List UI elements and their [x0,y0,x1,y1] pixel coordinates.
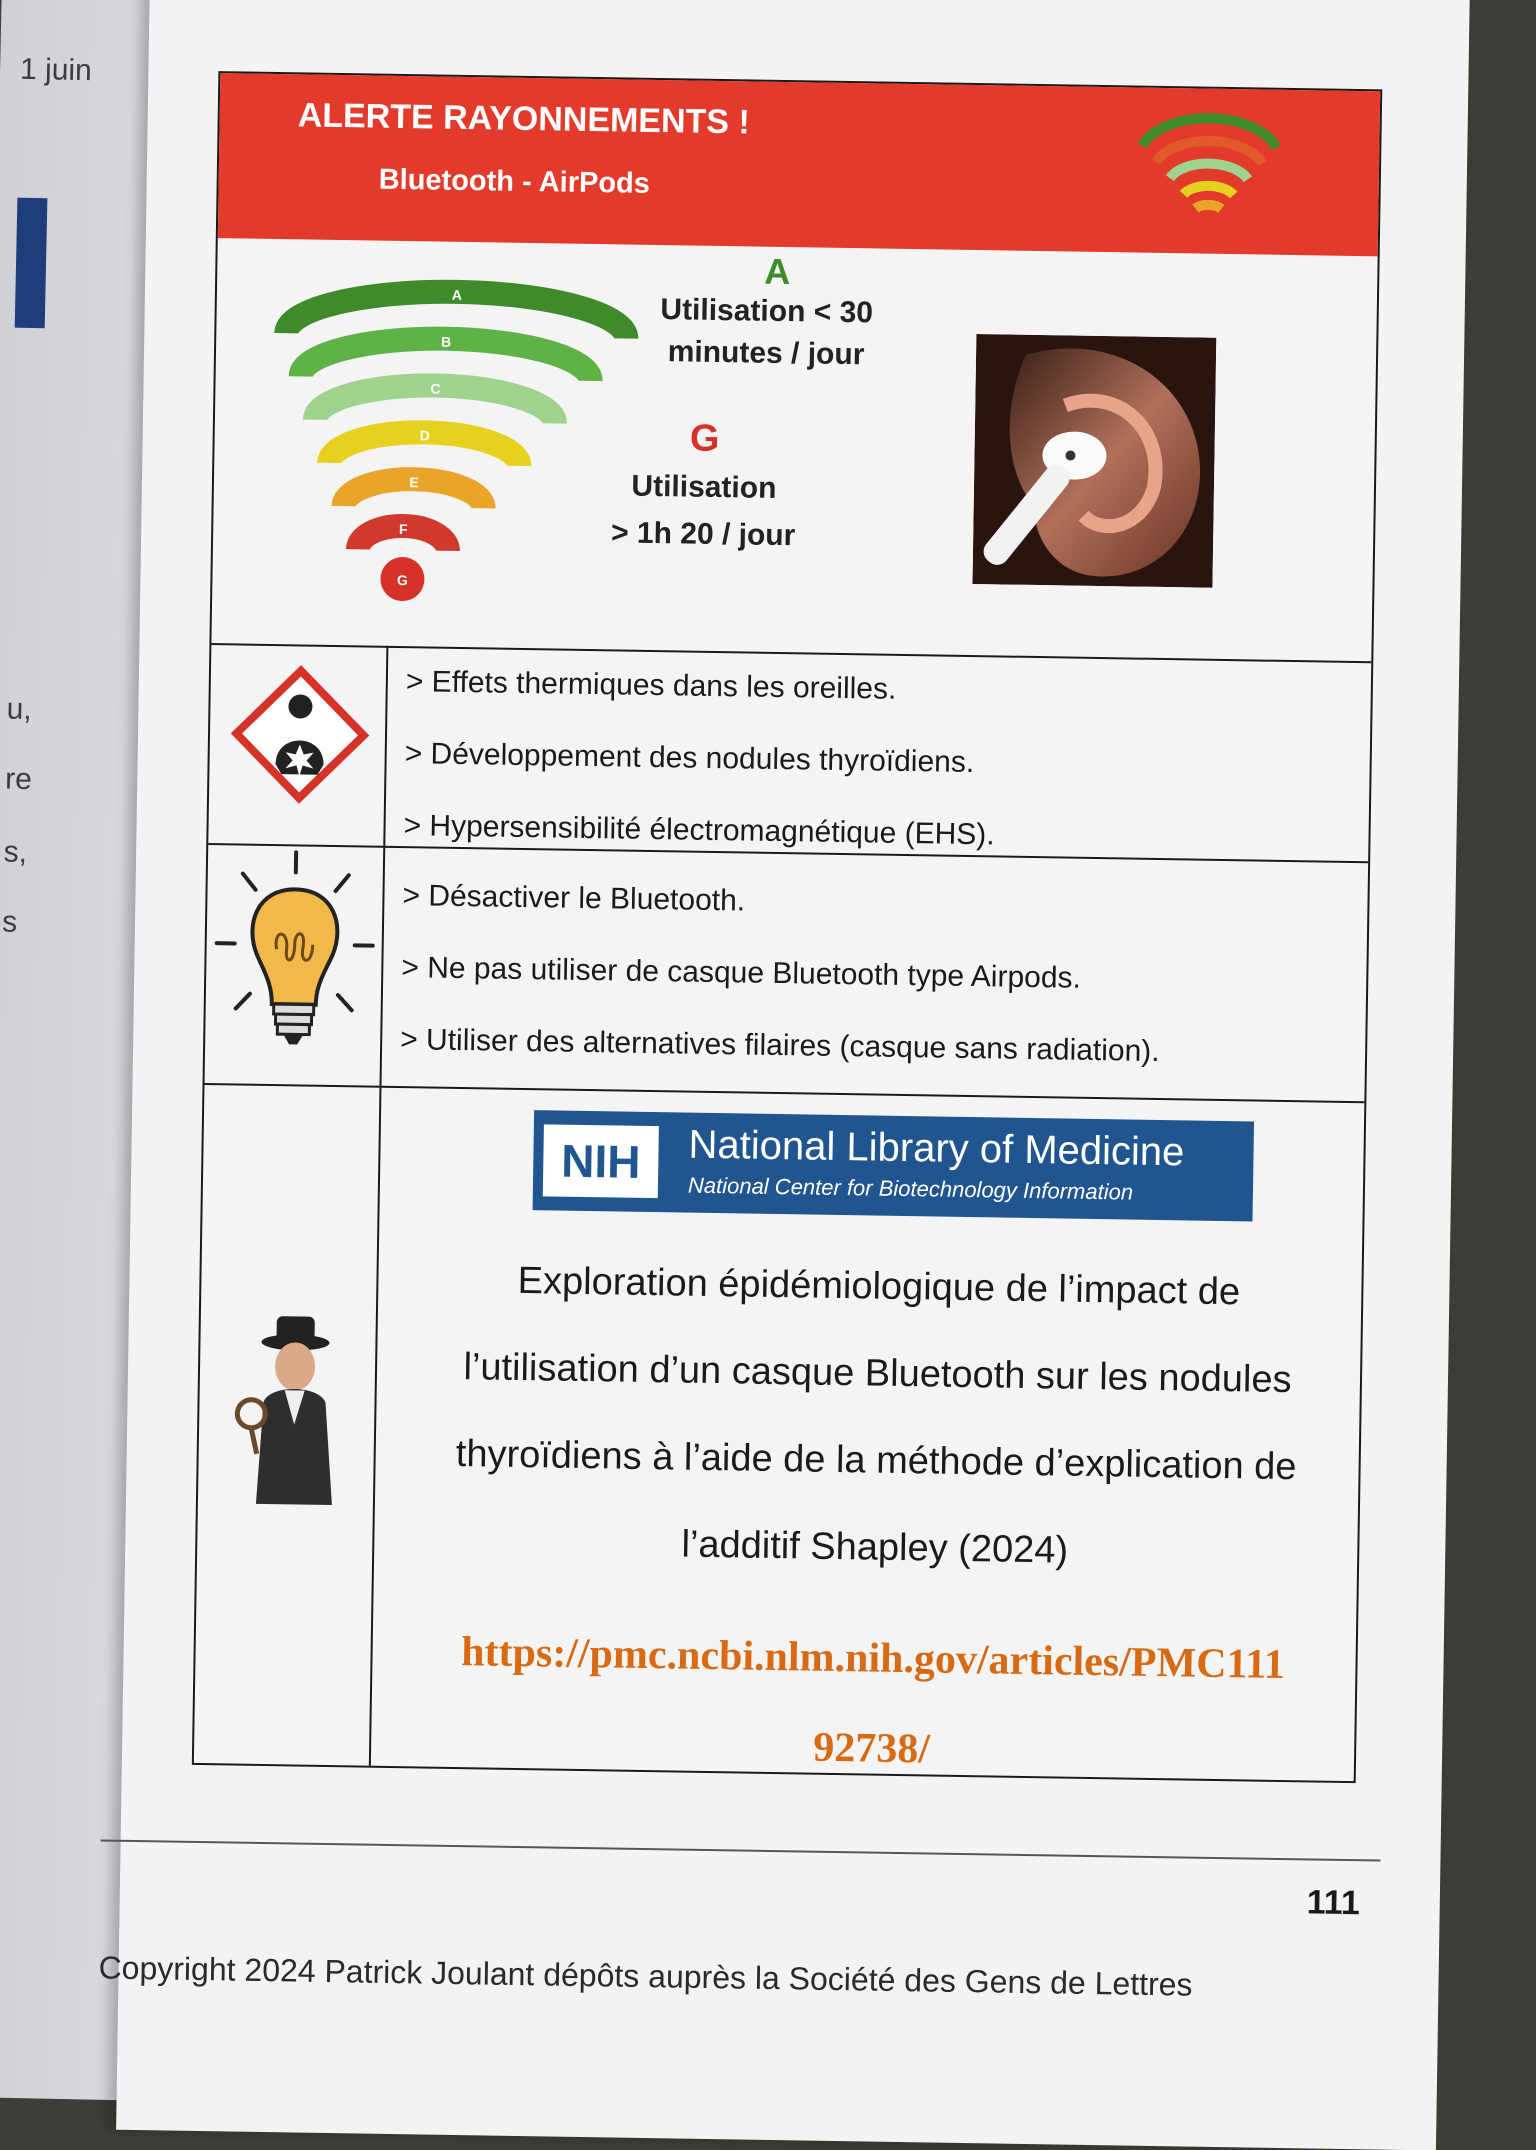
book-page [116,0,1470,2150]
rating-label-c: C [430,380,440,396]
rating-scale [211,238,657,650]
effects-row [208,643,1371,863]
effects-list [403,646,1361,877]
alert-header [218,73,1380,256]
study-title-line: thyroïdiens à l’aide de la méthode d’explication de [393,1410,1359,1512]
rating-label-b: B [441,334,451,350]
rating-worst-line1: Utilisation [574,469,835,507]
radiation-rating-section [211,238,1377,663]
rating-label-f: F [399,521,408,537]
effect-item: > Effets thermiques dans les oreilles. [405,646,1361,733]
alert-card [192,71,1382,1783]
left-page-fragment: u, [6,693,32,728]
study-link[interactable] [389,1606,1357,1801]
footer-rule [101,1839,1381,1861]
wifi-signal-icon [1133,105,1285,222]
rating-label-g: G [397,572,408,588]
effects-icon-cell [208,643,388,846]
source-icon-cell [194,1083,382,1766]
rating-best-letter: A [677,249,878,294]
effect-item: > Hypersensibilité électromagnétique (EHS). [403,790,1359,877]
nih-logo-subtitle: National Center for Biotechnology Information [688,1173,1133,1206]
rating-best-line1: Utilisation < 30 [636,293,897,331]
advice-item: > Ne pas utiliser de casque Bluetooth type Airpods. [401,932,1357,1019]
left-page-fragment: re [5,763,32,798]
page-number: 111 [1306,1883,1360,1923]
copyright-notice: Copyright 2024 Patrick Joulant dépôts auprès la Société des Gens de Lettres [98,1949,1192,2003]
effect-item: > Développement des nodules thyroïdiens. [404,718,1360,805]
left-page-fragment: s [2,906,18,940]
nih-logo [533,1110,1254,1221]
rating-label-a: A [452,287,462,303]
rating-worst-line2: > 1h 20 / jour [553,515,853,554]
health-hazard-icon [208,643,386,846]
study-title-line: Exploration épidémiologique de l’impact de [396,1236,1362,1338]
left-page-blue-block [15,198,48,329]
rating-label-d: D [420,427,430,443]
left-page-fragment: s, [3,836,27,870]
lightbulb-icon [205,843,384,1086]
rating-worst-letter: G [604,416,805,462]
advice-row [204,843,1368,1103]
rating-label-e: E [409,474,419,490]
study-title [392,1236,1362,1599]
detective-icon [194,1083,380,1766]
source-row [194,1083,1365,1781]
earbud-photo [972,334,1216,588]
alert-title: ALERTE RAYONNEMENTS ! [297,96,750,142]
alert-subtitle: Bluetooth - AirPods [378,164,650,201]
advice-item: > Utiliser des alternatives filaires (casque sans radiation). [400,1004,1356,1091]
advice-item: > Désactiver le Bluetooth. [402,860,1358,947]
nih-logo-abbr: NIH [543,1124,659,1198]
study-link-line[interactable]: 92738/ [389,1696,1355,1801]
study-link-line[interactable]: https://pmc.ncbi.nlm.nih.gov/articles/PMC111 [390,1606,1356,1711]
advice-icon-cell [205,843,386,1086]
advice-list [400,860,1358,1091]
study-title-line: l’additif Shapley (2024) [392,1497,1358,1599]
rating-best-line2: minutes / jour [636,335,897,373]
left-page-fragment: 1 juin [20,53,92,88]
study-title-line: l’utilisation d’un casque Bluetooth sur les nodules [394,1323,1360,1425]
nih-logo-title: National Library of Medicine [688,1123,1184,1176]
